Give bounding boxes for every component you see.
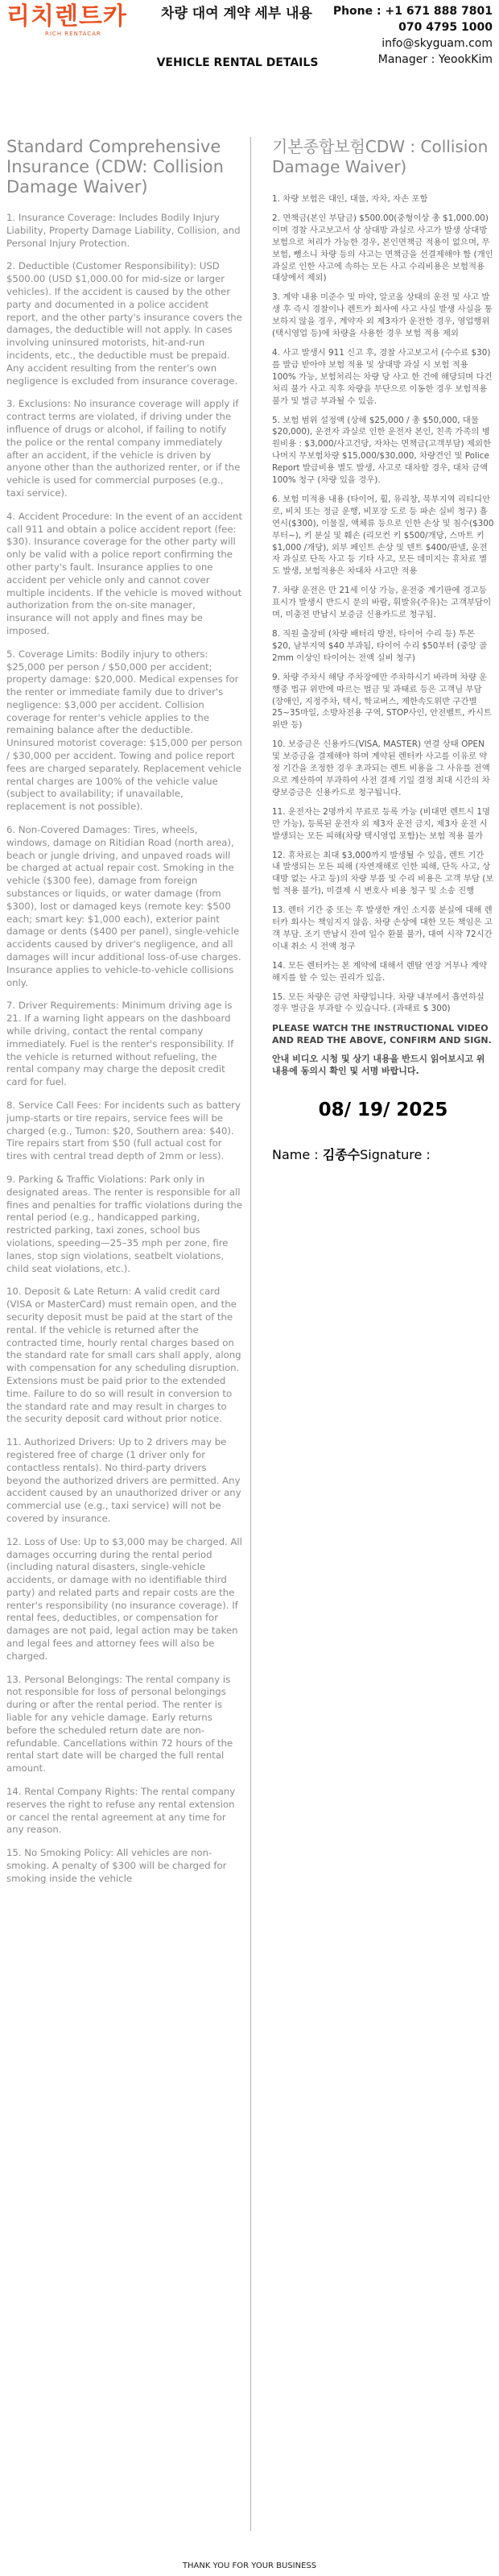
korean-term: 9. 차량 주차시 해당 주차장에만 주차하시기 바라며 차량 운행중 법규 위반에 따르는 벌금 및 과태료 등은 고객님 부담 (장애인, 지정주차, 택시, 학교버스, 제한속도위반 구간별 25~35마일, 소방차전용 구역, STOP사인, 안전벨트, 카시트 위반 등): [272, 672, 492, 731]
english-term: 5. Coverage Limits: Bodily injury to others: $25,000 per person / $50,000 per accident; property damage: $20,000. Medical expenses for the renter or immediate family due to driver's negligence: $3,000 per accident. Collision coverage for renter's vehicle applies to the remaining balance after the deductible. Uninsured motorist coverage: $15,000 per person / $30,000 per accident. Towing and police report fees are charged separately. Replacement vehicle rental charges are 100% of the vehicle value (subject to availability; if unavailable, replacement is not possible).: [6, 648, 242, 813]
english-term: 13. Personal Belongings: The rental company is not responsible for loss of personal belongings during or after the rental period. The renter is liable for any vehicle damage. Early returns before the scheduled return date are non-refundable. Cancellations within 72 hours of the rental start date will be charged the full rental amount.: [6, 1673, 233, 1775]
english-term: 15. No Smoking Policy: All vehicles are non-smoking. A penalty of $300 will be charged for smoking inside the vehicle: [6, 1847, 227, 1884]
korean-term: 6. 보험 미적용 내용 (타이어, 휠, 유리창, 북부지역 리티디안로, 비치 또는 정글 운행, 비포장 도로 등 파손 실비 청구) 흡연시($300), 이물질, 액체류 등으로 인한 손상 및 침수($300부터~), 키 분실 및 훼손 (리모컨 키 $500/개당, 스마트 키 $1,000 /개당), 외부 페인트 손상 및 덴트 $400/판넬, 운전자 과실로 단독 사고 등 기타 사고, 모든 데미지는 휴차료 별도 발생, 보험적용은 차대차 사고만 적용: [272, 494, 494, 577]
korean-term: 2. 면책금(본인 부담금) $500.00(중형이상 총 $1,000.00)이며 경찰 사고보고서 상 상대방 과실로 사고가 발생 상대방 보험으로 처리가 가능한 경우, 본인면책금 적용이 없으며, 무보험, 뺑소니 차량 등의 사고는 면책금을 선결제해야 함 (개인 과실로 인한 사고에 속하는 모든 사고 수리비용은 보험적용 대상에서 제외): [272, 213, 493, 284]
english-term: 8. Service Call Fees: For incidents such as battery jump-starts or tire repairs, service fees will be charged (e.g., Tumon: $20, Southern area: $40). Tire repairs start from $50 (full actual cost for tires with central tread depth of 2mm or less).: [6, 1100, 241, 1162]
manager-name: Manager : YeookKim: [377, 53, 493, 66]
name-signature-line: [272, 1145, 494, 1163]
english-terms-column: [6, 137, 243, 1896]
video-instruction-ko: 안내 비디오 시청 및 상기 내용을 반드시 읽어보시고 위 내용에 동의시 확인 및 서명 바랍니다.: [272, 1054, 485, 1077]
english-term: 6. Non-Covered Damages: Tires, wheels, windows, damage on Ritidian Road (north area), beach or jungle driving, and unpaved roads will be charged at actual repair cost. Smoking in the vehicle ($300 fee), damage from foreign substances or liquids, or water damage (from $300), lost or damaged keys (remote key: $500 each; smart key: $1,000 each), exterior paint damage or dents ($400 per panel), single-vehicle accidents caused by driver's negligence, and all damages will incur additional loss-of-use charges. Insurance applies to vehicle-to-vehicle collisions only.: [6, 824, 241, 988]
korean-term: 8. 직원 출장비 (차량 배터리 방전, 타이어 수리 등) 투몬 $20, 남부지역 $40 부과됨, 타이어 수리 $50부터 (중앙 골 2mm 이상인 타이어는 전액 실비 청구): [272, 629, 488, 663]
korean-term: 10. 보증금은 신용카드(VISA, MASTER) 연결 상태 OPEN 및 보증금을 결제해야 하며 계약된 렌터카 사고를 이유로 약정 기간을 조정한 경우 초과되는 렌트 비용을 그 사유를 전액으로 계산하여 부과하여 사전 결제 기일 결정 최대 시간의 차량보증금은 신용카드로 청구됩니다.: [272, 739, 490, 797]
english-terms-title: Standard Comprehensive Insurance (CDW: Collision Damage Waiver): [6, 137, 224, 197]
korean-term: 11. 운전자는 2명까지 무료로 등록 가능 (비대면 렌트시 1명만 가능), 등록된 운전자 외 제3자 운전 금지, 제3자 운전 시 발생되는 모든 피해(차량 택시영업 포함)는 보험 적용 불가: [272, 806, 491, 841]
korean-term: 12. 휴차료는 최대 $3,000까지 발생될 수 있음, 렌트 기간 내 발생되는 모든 피해 (자연재해로 인한 피해, 단독 사고, 상대방 없는 사고 등)의 차량 부품 및 수리 비용은 고객 부담 (보험 적용 불가), 미결제 시 변호사 비용 청구 및 소송 진행: [272, 850, 494, 897]
korean-terms-title: 기본종합보험CDW : Collision Damage Waiver): [272, 137, 489, 176]
phone-number-2: 070 4795 1000: [398, 21, 493, 34]
korean-term: 4. 사고 발생시 911 신고 후, 경찰 사고보고서 (수수료 $30)를 발급 받아야 보험 적용 및 상대방 과실 시 보험 적용 100% 가능, 보험처리는 차량 당 사고 한 건에 해당되며 다건 처리 불가 사고 직후 차량을 무단으로 이동한 경우 보험적용 불가 및 벌금 부과될 수 있음.: [272, 347, 493, 406]
english-term: 3. Exclusions: No insurance coverage will apply if contract terms are violated, if driving under the influence of drugs or alcohol, if failing to notify the police or the rental company immediately after an accident, if the vehicle is driven by anyone other than the authorized renter, or if the vehicle is used for commercial purposes (e.g., taxi service).: [6, 398, 241, 499]
header-title: 차량 대여 계약 세부 내용: [161, 6, 312, 22]
company-logo: [6, 3, 127, 37]
email: info@skyguam.com: [381, 37, 493, 50]
name-label: Name :: [272, 1147, 323, 1163]
english-term: 14. Rental Company Rights: The rental company reserves the right to refuse any rental extension or cancel the rental agreement at any time for any reason.: [6, 1786, 236, 1836]
english-term: 11. Authorized Drivers: Up to 2 drivers may be registered free of charge (1 driver only for contactless rentals). No third-party drivers beyond the authorized drivers are permitted. Any accident caused by an unauthorized driver or any commercial use (e.g., taxi service) will not be covered by insurance.: [6, 1436, 241, 1524]
contact-info: [333, 3, 493, 68]
footer-thank-you: THANK YOU FOR YOUR BUSINESS: [182, 2562, 317, 2570]
column-divider: [250, 137, 251, 2531]
korean-terms-column: [272, 137, 494, 1163]
renter-name: 김종수: [322, 1147, 361, 1163]
korean-term: 13. 렌터 기간 중 또는 후 발생한 개인 소지품 분실에 대해 렌터카 회사는 책임지지 않음. 차량 손상에 대한 모든 책임은 고객 부담. 조기 반납시 잔여 일수 환불 불가, 대여 시작 72시간 이내 취소 시 전액 청구: [272, 905, 493, 951]
signature-date: 08/ 19/ 2025: [318, 1100, 448, 1121]
header: [0, 0, 499, 77]
video-instruction-en: PLEASE WATCH THE INSTRUCTIONAL VIDEO AND READ THE ABOVE, CONFIRM AND SIGN.: [272, 1023, 492, 1046]
korean-term: 5. 보험 범위 설정액 (상해 $25,000 / 총 $50,000, 대물 $20,000), 운전자 과실로 인한 운전자 본인, 친족 가족의 병원비용 : $3,000/사고건당, 자차는 면책금(고객부담) 제외한 나머지 무보험차량 $15,000/$30,000, 차량견인 및 Police Report 발급비용 별도 발생, 사고로 대차할 경우, 대차 금액 100% 청구 (차량 있을 경우).: [272, 415, 492, 486]
english-term: 12. Loss of Use: Up to $3,000 may be charged. All damages occurring during the rental period (including natural disasters, single-vehicle accidents, or damage with no identifiable third party) and related parts and repair costs are the renter's responsibility (no insurance coverage). If rental fees, deductibles, or compensation for damages are not paid, legal action may be taken and legal fees and attorney fees will also be charged.: [6, 1535, 242, 1662]
english-term: 4. Accident Procedure: In the event of an accident call 911 and obtain a police accident report (fee: $30). Insurance coverage for the other party will only be valid with a police report confirming the other party's fault. Insurance applies to one accident per vehicle only and cannot cover multiple incidents. If the vehicle is moved without authorization from the on-site manager, insurance will not apply and fines may be imposed.: [6, 510, 243, 636]
korean-term: 1. 차량 보험은 대인, 대물, 자차, 자손 포함: [272, 194, 428, 204]
english-term: 1. Insurance Coverage: Includes Bodily Injury Liability, Property Damage Liability, Collision, and Personal Injury Protection.: [6, 212, 241, 249]
english-term: 2. Deductible (Customer Responsibility): USD $500.00 (USD $1,000.00 for mid-size or larger vehicles). If the accident is caused by the other party and documented in a police accident report, and the other party's insurance covers the damages, the deductible will not apply. In cases involving uninsured motorists, hit-and-run incidents, etc., the deductible must be prepaid. Any accident resulting from the renter's own negligence is excluded from insurance coverage.: [6, 260, 242, 387]
logo-text: 리치렌트카: [6, 2, 127, 31]
korean-term: 7. 차량 운전은 만 21세 이상 가능, 운전중 계기판에 경고등 표시가 발생시 반드시 문의 바람, 휘발유(주유)는 고객부담이며, 미충전 반납시 보증금 신용카드로 청구됨.: [272, 586, 492, 620]
document-title: VEHICLE RENTAL DETAILS: [156, 56, 319, 69]
english-term: 10. Deposit & Late Return: A valid credit card (VISA or MasterCard) must remain open, and the security deposit must be paid at the start of the rental. If the vehicle is returned after the contracted time, hourly rental charges based on the standard rate for small cars shall apply, along with compensation for any scheduling disruption. Extensions must be paid prior to the extended time. Failure to do so will result in conversion to the standard rate and may result in charges to the security deposit card without prior notice.: [6, 1286, 241, 1425]
english-term: 7. Driver Requirements: Minimum driving age is 21. If a warning light appears on the dashboard while driving, contact the rental company immediately. Fuel is the renter's responsibility. If the vehicle is returned without refueling, the rental company may charge the deposit credit card for fuel.: [6, 1000, 234, 1088]
phone-number: Phone : +1 671 888 7801: [332, 5, 493, 18]
english-term: 9. Parking & Traffic Violations: Park only in designated areas. The renter is responsible for all fines and penalties for traffic violations during the rental period (e.g., handicapped parking, restricted parking, taxi zones, school bus violations, speeding—25–35 mph per zone, fire lanes, stop sign violations, seatbelt violations, child seat violations, etc.).: [6, 1173, 243, 1274]
signature-label: Signature :: [360, 1147, 431, 1163]
korean-term: 15. 모든 차량은 금연 차량입니다. 차량 내부에서 흡연하실 경우 벌금을 부과할 수 있습니다. (과태료 $ 300): [272, 992, 485, 1014]
logo-subtext: RICH RENTACAR: [45, 31, 101, 37]
korean-term: 14. 모든 렌터카는 본 계약에 대해서 렌탈 연장 거부나 계약 해지를 할 수 있는 권리가 있음.: [272, 960, 488, 983]
korean-term: 3. 계약 내용 미준수 및 마약, 알코올 상태의 운전 및 사고 발생 후 즉시 경찰이나 렌트카 회사에 사고 사실 발생 사실을 통보하지 않을 경우, 계약자 외 제3자가 운전한 경우, 영업행위(택시영업 등)에 차량을 사용한 경우 보험 적용 제외: [272, 292, 493, 339]
